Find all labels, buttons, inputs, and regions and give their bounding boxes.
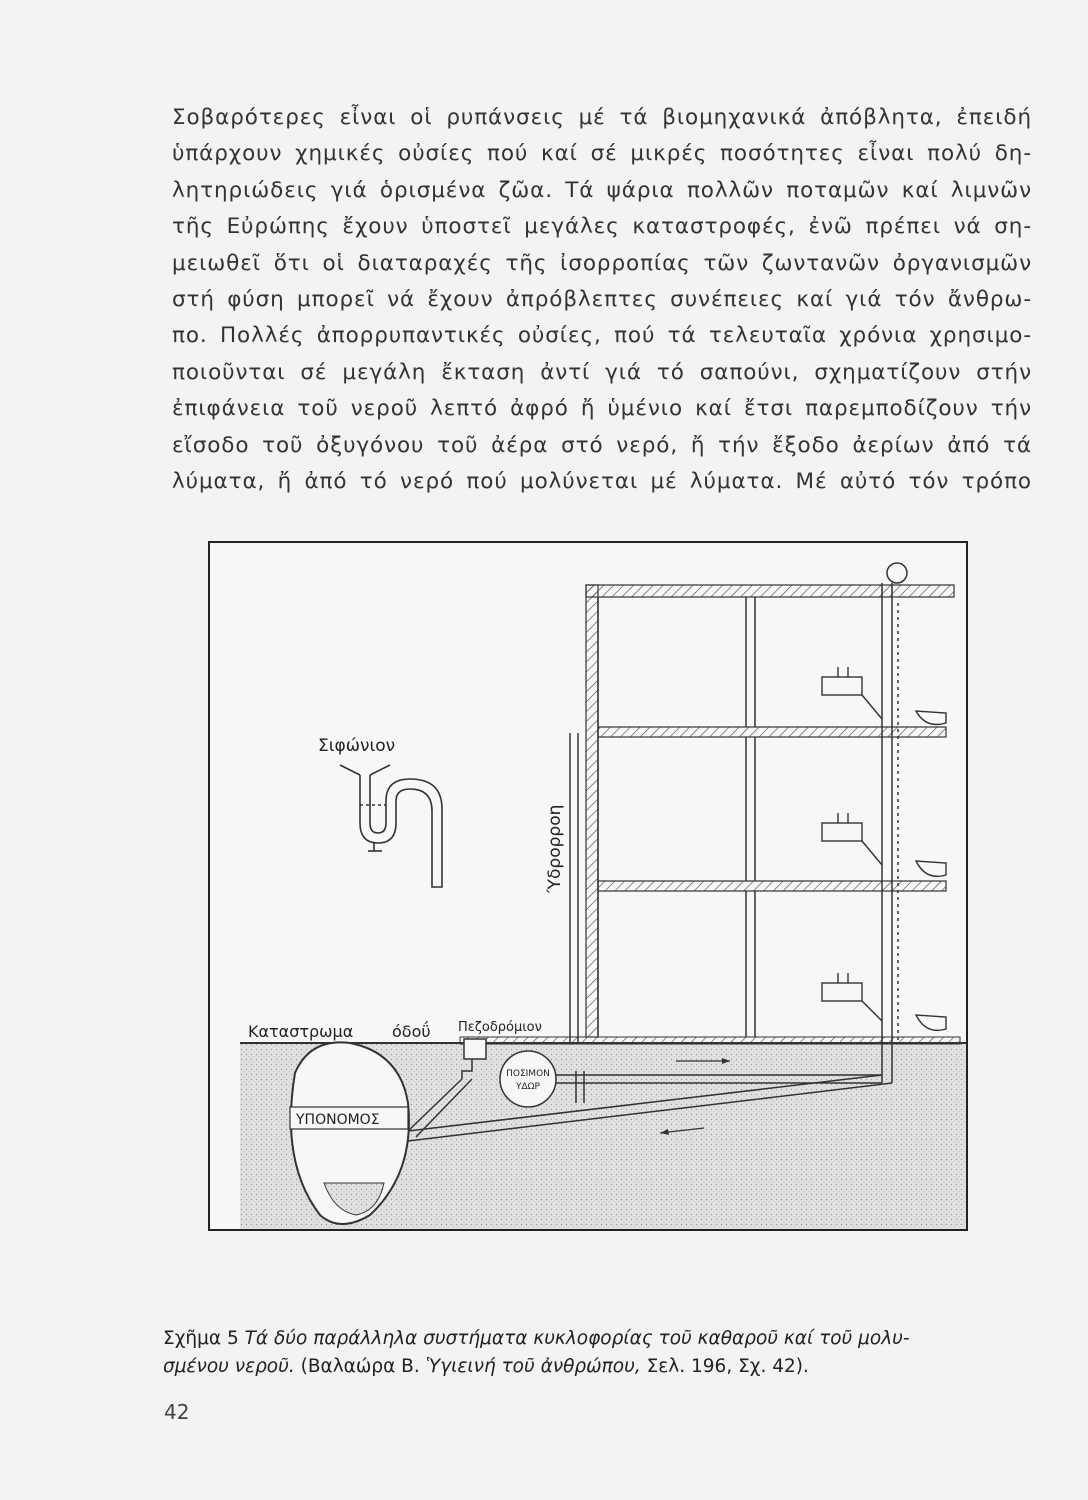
figure-caption [163, 1325, 1023, 1381]
washbasin-middle [822, 813, 946, 876]
sidewalk-label: Πεζοδρόμιον [458, 1020, 542, 1035]
text-line: εἴσοδο τοῦ ὀξυγόνου τοῦ ἀέρα στό νερό, ἤ τήν ἔξοδο ἀερίων ἀπό τά [172, 432, 1032, 458]
caption-prefix: Σχῆμα 5 [163, 1328, 239, 1349]
soil-stack [882, 563, 907, 1083]
roof-slab [586, 585, 954, 597]
downpipe-label: Ύδρορροη [545, 804, 565, 893]
caption-line-2 [163, 1353, 1023, 1381]
siphon-drawing [340, 765, 442, 887]
washbasin-lower [822, 973, 946, 1030]
road-surface-label: Καταστρωμα [248, 1022, 354, 1041]
text-line: Σοβαρότερες εἶναι οἱ ρυπάνσεις μέ τά βιομηχανικά ἀπόβλητα, ἐπειδή [172, 105, 1032, 130]
sewer-label: ΥΠΟΝΟΜΟΣ [296, 1112, 380, 1128]
caption-title-2: σμένου νεροῦ. [163, 1356, 295, 1377]
caption-title-1: Τά δύο παράλληλα συστήματα κυκλοφορίας τοῦ καθαροῦ καί τοῦ μολυ- [244, 1328, 910, 1349]
interior-walls [598, 597, 755, 1037]
road-label: όδοΰ [392, 1022, 431, 1041]
text-line: λητηριώδεις γιά ὁρισμένα ζῶα. Τά ψάρια πολλῶν ποταμῶν καί λιμνῶν [172, 177, 1032, 203]
text-line: ἐπιφάνεια τοῦ νεροῦ λεπτό ἀφρό ἤ ὑμένιο καί ἔτσι παρεμποδίζουν τήν [172, 396, 1032, 422]
outer-wall-left [586, 585, 598, 1037]
floor-slab-upper [598, 727, 946, 737]
text-line: πο. Πολλές ἀπορρυπαντικές οὐσίες, πού τά τελευταῖα χρόνια χρησιμο- [172, 323, 1032, 349]
text-line: λύματα, ἤ ἀπό τό νερό πού μολύνεται μέ λύματα. Μέ αὐτό τόν τρόπο [172, 468, 1032, 494]
drinking-water-label: ΠΟΣΙΜΟΝ [506, 1069, 550, 1079]
caption-source: (Βαλαώρα Β. [300, 1356, 420, 1377]
text-line: ποιοῦνται σέ μεγάλη ἔκταση ἀντί γιά τό σαπούνι, σχηματίζουν στήν [172, 359, 1032, 385]
text-line: τῆς Εὐρώπης ἔχουν ὑποστεῖ μεγάλες καταστροφές, ἐνῶ πρέπει νά ση- [172, 214, 1032, 240]
caption-source-book: Ὑγιεινή τοῦ ἀνθρώπου, [425, 1356, 641, 1377]
text-line: στή φύση μπορεῖ νά ἔχουν ἀπρόβλεπτες συνέπειες καί γιά τόν ἄνθρω- [172, 286, 1032, 312]
building-frame [586, 585, 954, 1037]
page-number: 42 [164, 1400, 190, 1424]
text-line: ὑπάρχουν χημικές οὐσίες πού καί σέ μικρές ποσότητες εἶναι πολύ δη- [172, 141, 1032, 167]
siphon-label: Σιφώνιον [318, 736, 396, 756]
sidewalk-slab [460, 1037, 960, 1044]
caption-line-1 [163, 1325, 1023, 1353]
figure-frame [208, 541, 968, 1231]
plumbing-diagram [210, 543, 966, 1229]
washbasin-upper [822, 667, 946, 725]
floor-slab-middle [598, 881, 946, 891]
body-paragraph [172, 100, 1032, 500]
caption-source-page: Σελ. 196, Σχ. 42). [646, 1356, 809, 1377]
rain-downpipe [570, 733, 578, 1043]
water-label: ΥΔΩΡ [516, 1082, 540, 1092]
text-line: μειωθεῖ ὅτι οἱ διαταραχές τῆς ἰσορροπίας τῶν ζωντανῶν ὀργανισμῶν [172, 250, 1032, 276]
